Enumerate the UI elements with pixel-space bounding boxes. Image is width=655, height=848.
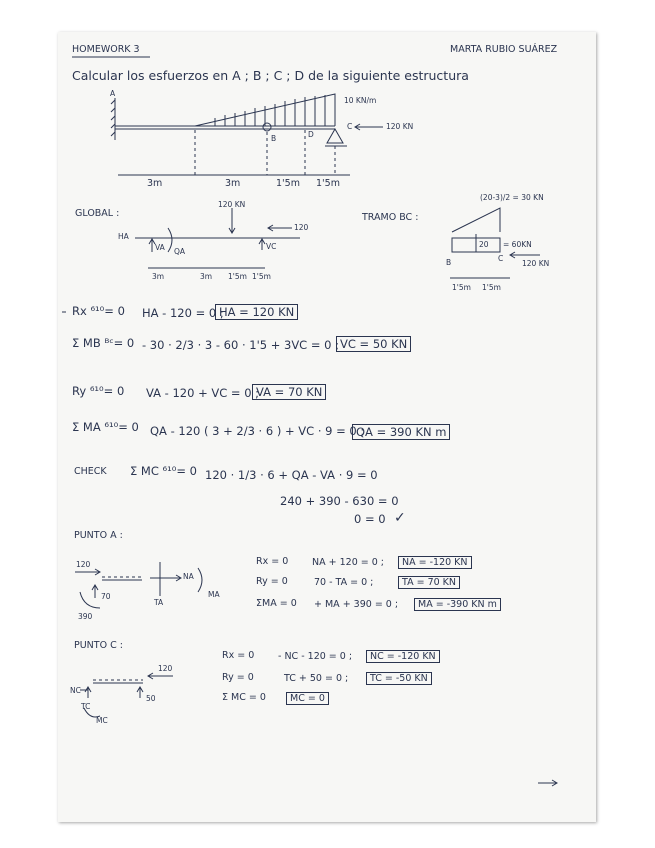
tramo-b: B	[446, 258, 452, 267]
pa-eq2-result: TA = 70 KN	[398, 576, 460, 589]
global-vc: VC	[266, 242, 277, 251]
problem-statement: Calcular los esfuerzos en A ; B ; C ; D de la siguiente estructura	[72, 68, 469, 83]
eq3-expr: VA - 120 + VC = 0 ;	[146, 386, 260, 400]
punto-c-tc: TC	[81, 702, 91, 711]
eq1-expr: HA - 120 = 0 ;	[142, 306, 224, 320]
punto-a-70: 70	[101, 592, 111, 601]
punto-a-ma: MA	[208, 590, 220, 599]
check-line3: 0 = 0	[354, 512, 386, 526]
eq2-expr: - 30 · 2/3 · 3 - 60 · 1'5 + 3VC = 0 ;	[142, 338, 340, 352]
global-dim-4: 1'5m	[252, 272, 271, 281]
punto-c-120: 120	[158, 664, 173, 673]
pc-eq3-result: MC = 0	[286, 692, 329, 705]
punto-a-390: 390	[78, 612, 93, 621]
punto-a-na: NA	[183, 572, 194, 581]
eq3-lhs: Ry ⁶¹⁰= 0	[72, 384, 125, 398]
tramo-calc: (20-3)/2 = 30 KN	[480, 193, 544, 202]
punto-c-50: 50	[146, 694, 156, 703]
hinge-b	[263, 123, 271, 131]
label-point-c: C	[347, 122, 353, 131]
tramo-triangle	[452, 208, 500, 232]
tramo-load-60: = 60KN	[503, 240, 532, 249]
punto-c-label: PUNTO C :	[74, 640, 123, 651]
eq1-result: HA = 120 KN	[215, 304, 298, 320]
global-dim-2: 3m	[200, 272, 213, 281]
pa-eq1-result: NA = -120 KN	[398, 556, 472, 569]
eq2-lhs: Σ MB ᴮᶜ= 0	[72, 336, 135, 350]
label-point-d: D	[308, 130, 314, 139]
pa-eq3-expr: + MA + 390 = 0 ;	[314, 599, 399, 610]
punto-a-120: 120	[76, 560, 91, 569]
dim-2: 3m	[225, 178, 241, 189]
check-line2: 240 + 390 - 630 = 0	[280, 494, 399, 508]
support-c	[327, 129, 343, 143]
global-dim-1: 3m	[152, 272, 165, 281]
eq4-lhs: Σ MA ⁶¹⁰= 0	[72, 420, 139, 434]
pc-eq3-lhs: Σ MC = 0	[222, 692, 266, 703]
dim-3: 1'5m	[276, 178, 300, 189]
tramo-load-20: 20	[479, 240, 489, 249]
pa-eq1-expr: NA + 120 = 0 ;	[312, 557, 385, 568]
tramo-dim-2: 1'5m	[482, 283, 501, 292]
distributed-load-label: 10 KN/m	[344, 96, 377, 105]
pa-eq2-expr: 70 - TA = 0 ;	[314, 577, 374, 588]
pa-eq2-lhs: Ry = 0	[256, 576, 288, 587]
punto-c-nc: NC	[70, 686, 81, 695]
pc-eq1-lhs: Rx = 0	[222, 650, 255, 661]
eq2-result: VC = 50 KN	[336, 336, 411, 352]
pa-eq1-lhs: Rx = 0	[256, 556, 289, 567]
dim-4: 1'5m	[316, 178, 340, 189]
global-label: GLOBAL :	[75, 208, 120, 219]
punto-c-mc: MC	[96, 716, 108, 725]
pa-eq3-lhs: ΣMA = 0	[256, 598, 297, 609]
tramo-label: TRAMO BC :	[362, 212, 419, 223]
eq4-expr: QA - 120 ( 3 + 2/3 · 6 ) + VC · 9 = 0 ;	[150, 424, 365, 438]
pc-eq2-lhs: Ry = 0	[222, 672, 254, 683]
eq3-result: VA = 70 KN	[252, 384, 326, 400]
pa-eq3-result: MA = -390 KN m	[414, 598, 501, 611]
global-va: VA	[155, 243, 165, 252]
check-mark-icon: ✓	[394, 510, 406, 526]
punto-a-ta: TA	[154, 598, 164, 607]
label-point-a: A	[110, 89, 116, 98]
horizontal-load-label: 120 KN	[386, 122, 414, 131]
global-ha: HA	[118, 232, 129, 241]
check-line1: 120 · 1/3 · 6 + QA - VA · 9 = 0	[205, 468, 378, 482]
global-horizontal: 120	[294, 223, 309, 232]
label-point-b: B	[271, 134, 277, 143]
eq1-lhs: Rx ⁶¹⁰= 0	[72, 304, 125, 318]
tramo-h120: 120 KN	[522, 259, 550, 268]
check-eq: Σ MC ⁶¹⁰= 0	[130, 464, 197, 478]
pc-eq1-expr: - NC - 120 = 0 ;	[278, 651, 353, 662]
punto-a-label: PUNTO A :	[74, 530, 123, 541]
homework-title: HOMEWORK 3	[72, 44, 140, 55]
global-resultant: 120 KN	[218, 200, 246, 209]
global-dim-3: 1'5m	[228, 272, 247, 281]
tramo-dim-1: 1'5m	[452, 283, 471, 292]
pc-eq2-result: TC = -50 KN	[366, 672, 432, 685]
eq4-result: QA = 390 KN m	[352, 424, 450, 440]
pc-eq1-result: NC = -120 KN	[366, 650, 440, 663]
pc-eq2-expr: TC + 50 = 0 ;	[284, 673, 349, 684]
tramo-c: C	[498, 254, 504, 263]
global-qa: QA	[174, 247, 186, 256]
author-name: MARTA RUBIO SUÁREZ	[450, 44, 558, 55]
check-label: CHECK	[74, 466, 107, 477]
dim-1: 3m	[147, 178, 163, 189]
